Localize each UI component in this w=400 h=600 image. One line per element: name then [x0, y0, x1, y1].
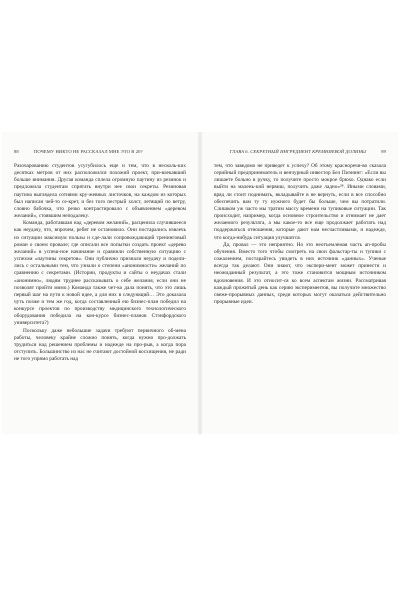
left-page	[2, 132, 198, 434]
right-running-title: ГЛАВА 6. СЕКРЕТНЫЙ ИНГРЕДИЕНТ КРЕМНИЕВОЙ ДОЛИНЫ	[229, 149, 366, 154]
left-running-title: ПОЧЕМУ НИКТО НЕ РАССКАЗАЛ МНЕ ЭТО В 20?	[34, 149, 143, 154]
right-page	[202, 132, 398, 434]
left-running-head	[14, 148, 186, 156]
paragraph: Да, провал — это неприятно. Но это неотъемлемая часть ап-пробы обучения. Вместо того чтобы смотреть на свои фальстар-ты и тупики с сожалением, постарайтесь увидеть в них источник «данных». Ученые всегда так делают. Они знают, что экспери-мент может принести и неожиданный результат, а это тоже становится мощным источником вдохновения. И это относит-ся ко всем аспектам жизни. Рассматривая каждый прожитый день как серию экспериментов, вы получите множество свеже-прорывных данных, среди которых могут оказаться действительно прорывные идеи.	[214, 241, 386, 305]
right-running-head	[214, 148, 386, 156]
right-body-text	[214, 163, 386, 422]
left-page-number: 88	[14, 149, 19, 154]
right-page-number: 89	[381, 149, 386, 154]
paragraph: Разочарованию студентов усугубилось еще и тем, что в несколь-ких десятках метров от них расположился похожий проект, при-влекавший больше внимания. Другая команда сплела огромную паутину из резинок и предложила студентам спрятать внутри нее свои секреты. Резиновая паутина выглядела сотнями кру-жевных листочков, на каждом из которых был написан чей-то се-крет, и без того пестрый холст, летящий по ветру, словно бабочка, что резко контрастировало с объявлением «деревом желаний», стоявшим неподалеку.	[14, 163, 186, 220]
paragraph: Команда, работавшая над «деревом желаний», расценила случившееся как неудачу, что, впрочем, ребят не остановило. Они постарались извлечь из ситуации максимум пользы и сде-лали сопровождающий тренинговый роман о своем провале; где описали все попытки создать проект «дерево желаний» в успеш-ное начинание и сравнили собственную ситуацию с успехом «паутины секретов». Они публично признали неудачу и подели-лись с остальными тем, что узнали о степени «анонимности» желаний по сравнению с секретами. (Истории, продукты и сайты о неудачах стали «анонимно», людям труднее рассказывать о себе желания, если они не позволят пройти мимо.) Команда также чет-ко дала понять, что это лишь первый шаг на пути к новой идее, а для них в следующий… Это доказала чуть позже и тем же год, когда составленный ею бизнес-план победил на конкурсе проектов по производству медицинского технологического оборудования победила на кон-курсе бизнес-планов Стэнфордского университета?)	[14, 220, 186, 327]
paragraph: тем, что заведомо не приведет к успеху? Об этому красноречи-во сказала серийный предприниматель и венчурный инвестор Бел Пиэнинг: «Если вы лишаете больно в ручку, то получите просто мокрое брюхо. Однако если выйти на малень-кий нервиш, получить даже ладно»²⁸. Иными словами, вряд ли стоит поднимать, вкладывайте в не вернуть, если в все способно обеспечить вам ту ту нужного будет бы больше, чем вы потратили. Слишком уж часто мы тратим массу времени на тупиковые ситуации. Так происходит, например, когда основное строительство и отнимает не дает желаемого результата, а мы какое-то все еще продолжает работать над поддержаться отношения, которые дают нам несчастливыми, и надежде, что когда-нибудь ситуация улучшится.	[214, 163, 386, 241]
paragraph: Поскольку даже небольшие задачи требуют первичного об-мена работы, человеку крайне сложно понять, когда нужно про-должать трудиться над решением проблемы и надежде на про-рыв, а когда пора отступить. Большинство из нас не считают достойной восхищения, не ради не того упрямо работать над	[14, 327, 186, 363]
left-body-text	[14, 163, 186, 422]
